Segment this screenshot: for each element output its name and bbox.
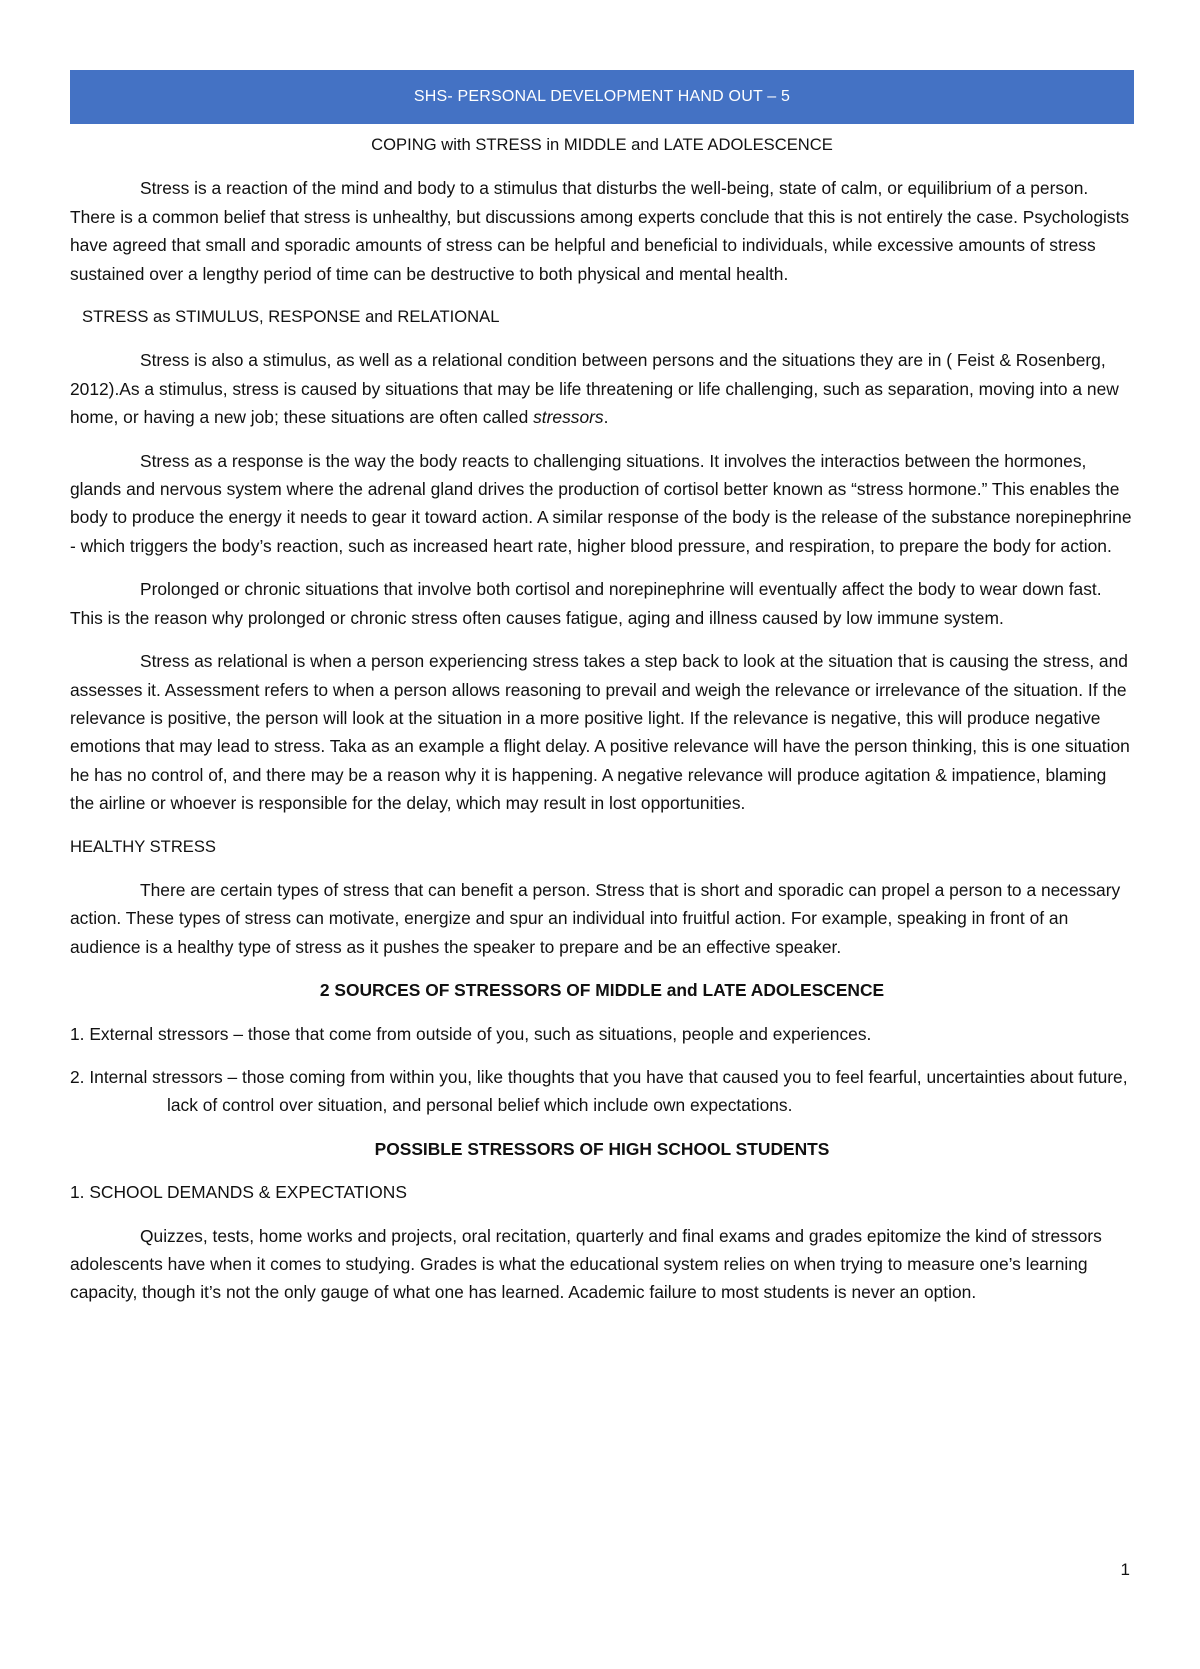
intro-paragraph: Stress is a reaction of the mind and body to a stimulus that disturbs the well-being, state of calm, or equilibrium of a person. There is a common belief that stress is unhealthy, but discussions among experts conclude that this is not entirely the case. Psychologists have agreed that small and sporadic amounts of stress can be helpful and beneficial to individuals, while excessive amounts of stress sustained over a lengthy period of time can be destructive to both physical and mental health.: [70, 178, 1130, 284]
page-number: 1: [1120, 1560, 1130, 1579]
stressors-term: stressors: [533, 407, 604, 428]
chronic-paragraph: Prolonged or chronic situations that involve both cortisol and norepinephrine will eventually affect the body to wear down fast. This is the reason why prolonged or chronic stress often causes fatigue, aging and illness caused by low immune system.: [70, 579, 1102, 628]
header-banner: [70, 70, 1134, 124]
section-heading-stimulus-response: STRESS as STIMULUS, RESPONSE and RELATIONAL: [82, 307, 500, 327]
subheading-school-demands: 1. SCHOOL DEMANDS & EXPECTATIONS: [70, 1182, 407, 1203]
document-title: COPING with STRESS in MIDDLE and LATE ADOLESCENCE: [371, 135, 833, 154]
stimulus-paragraph: [70, 346, 1134, 431]
relational-paragraph: Stress as relational is when a person experiencing stress takes a step back to look at the situation that is causing the stress, and assesses it. Assessment refers to when a person allows reasoning to prevail and weigh the relevance or irrelevance of the situation. If the relevance is positive, the person will look at the situation in a more positive light. If the relevance is negative, this will produce negative emotions that may lead to stress. Taka as an example a flight delay. A positive relevance will have the person thinking, this is one situation he has no control of, and there may be a reason why it is happening. A negative relevance will produce agitation & impatience, blaming the airline or whoever is responsible for the delay, which may result in lost opportunities.: [70, 651, 1130, 814]
list-item-external: 1. External stressors – those that come from outside of you, such as situations, people and experiences.: [70, 1023, 872, 1044]
section-heading-possible-stressors: POSSIBLE STRESSORS OF HIGH SCHOOL STUDENTS: [374, 1138, 830, 1159]
list-item-internal: 2. Internal stressors – those coming from within you, like thoughts that you have that caused you to feel fearful, uncertainties about future, lack of control over situation, and personal belief which include own expectations.: [70, 1066, 1128, 1116]
healthy-stress-paragraph: There are certain types of stress that can benefit a person. Stress that is short and sporadic can propel a person to a necessary action. These types of stress can motivate, energize and spur an individual into fruitful action. For example, speaking in front of an audience is a healthy type of stress as it pushes the speaker to prepare and be an effective speaker.: [70, 879, 1121, 957]
section-heading-sources: 2 SOURCES OF STRESSORS OF MIDDLE and LATE ADOLESCENCE: [319, 980, 885, 1001]
stimulus-text-end: .: [603, 407, 609, 428]
banner-title: SHS- PERSONAL DEVELOPMENT HAND OUT – 5: [413, 88, 791, 105]
section-heading-healthy-stress: HEALTHY STRESS: [70, 836, 217, 856]
document-body: [70, 131, 1134, 1322]
stimulus-text: Stress is also a stimulus, as well as a relational condition between persons and the situations they are in ( Feist & Rosenberg, 2012).As a stimulus, stress is caused by situations that may be life threatening or life challenging, such as separation, moving into a new home, or having a new job; these situations are often called: [70, 350, 1119, 428]
school-demands-paragraph: Quizzes, tests, home works and projects, oral recitation, quarterly and final exams and grades epitomize the kind of stressors adolescents have when it comes to studying. Grades is what the educational system relies on when trying to measure one’s learning capacity, though it’s not the only gauge of what one has learned. Academic failure to most students is never an option.: [70, 1225, 1102, 1303]
response-paragraph: Stress as a response is the way the body reacts to challenging situations. It involves the interactios between the hormones, glands and nervous system where the adrenal gland drives the production of cortisol better known as “stress hormone.” This enables the body to produce the energy it needs to gear it toward action. A similar response of the body is the release of the substance norepinephrine - which triggers the body’s reaction, such as increased heart rate, higher blood pressure, and respiration, to prepare the body for action.: [70, 450, 1132, 556]
